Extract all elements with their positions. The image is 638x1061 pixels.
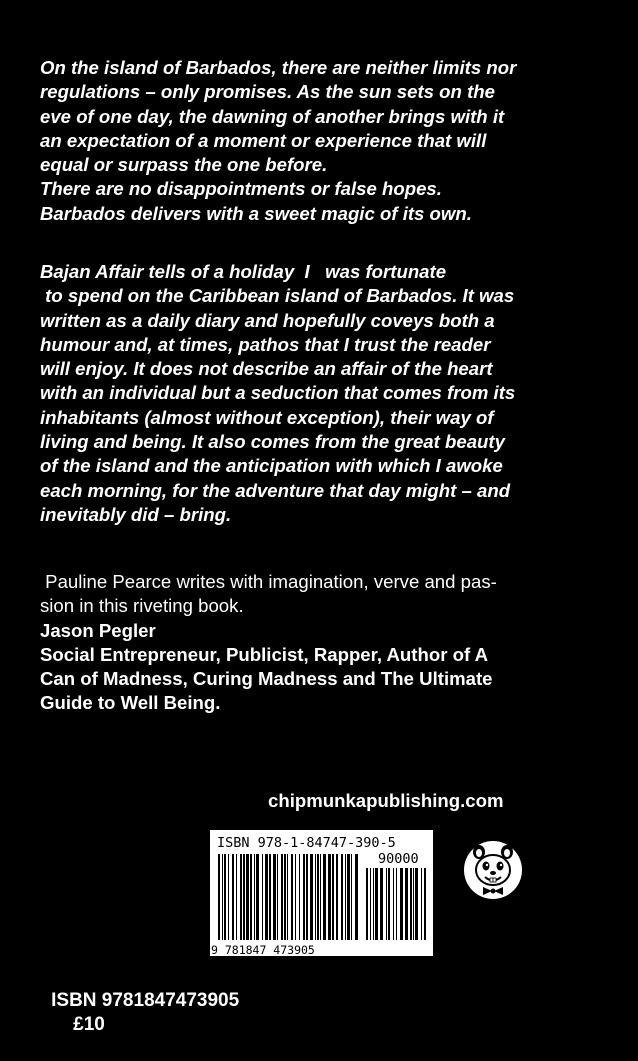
barcode-bar [287,854,288,940]
barcode-bar [273,854,276,940]
barcode-bar [236,854,237,940]
footer-isbn: ISBN 9781847473905 [51,990,240,1011]
blurb-line: an expectation of a moment or experience that will [40,129,487,151]
barcode-bar [232,854,234,940]
review-quote [40,570,600,716]
barcode-bar [355,854,358,940]
barcode-bar [295,854,296,940]
blurb-line: each morning, for the adventure that day might – and [40,479,511,501]
barcode-bar [306,854,308,940]
blurb-line: On the island of Barbados, there are neither limits nor [40,57,517,78]
barcode-bar [347,854,350,940]
barcode-addon-digits: 90000 [378,851,419,867]
blurb-line: living and being. It also comes from the great beauty [40,431,505,453]
barcode-bar [366,868,368,940]
barcode-graphic [208,828,435,958]
barcode-bar [370,868,371,940]
barcode-bar [269,854,271,940]
footer-price: £10 [73,1014,105,1035]
barcode-bar [345,854,346,940]
barcode-bar [380,868,383,940]
blurb-line: inevitably did – bring. [40,503,232,525]
barcode-bar [277,854,278,940]
barcode-bar [393,868,394,940]
review-credentials-line: Social Entrepreneur, Publicist, Rapper, Author of A [40,643,489,665]
barcode-digits: 9 781847 473905 [211,943,315,957]
barcode-bar [246,854,249,940]
barcode-addon-bars [366,868,426,940]
blurb-line: will enjoy. It does not describe an affair of the heart [40,358,493,380]
blurb-line: with an individual but a seduction that comes from its [40,382,516,404]
blurb-line: humour and, at times, pathos that I trust the reader [40,333,491,355]
publisher-website: chipmunkapublishing.com [268,790,504,811]
barcode-bar [291,854,293,940]
barcode-bar [310,854,313,940]
blurb-line: Barbados delivers with a sweet magic of its own. [40,202,472,224]
blurb-line: of the island and the anticipation with which I awoke [40,455,503,477]
blurb-line: written as a daily diary and hopefully coveys both a [40,309,495,331]
barcode-bar [410,868,412,940]
barcode-bar [256,854,259,940]
barcode-bar [250,854,252,940]
barcode-bar [388,868,390,940]
barcode-bar [262,854,263,940]
barcode-bar [265,854,268,940]
isbn-price-line [30,965,239,1061]
barcode-bar [254,854,255,940]
barcode-bar [315,854,316,940]
barcode-bar [299,854,300,940]
barcode-bar [281,854,283,940]
blurb-line: inhabitants (almost without exception), their way of [40,406,494,428]
barcode-bar [328,854,331,940]
barcode-bar [375,868,378,940]
review-line: sion in this riveting book. [40,595,244,617]
review-author: Jason Pegler [40,619,156,641]
blurb-line: equal or surpass the one before. [40,154,328,176]
barcode-bar [303,854,305,940]
barcode-bar [228,854,229,940]
review-line: Pauline Pearce writes with imagination, verve and pas- [40,571,497,592]
barcode-bar [424,868,426,940]
barcode-bar [351,854,352,940]
barcode-bar [421,868,422,940]
barcode-isbn-label: ISBN 978-1-84747-390-5 [217,835,396,851]
review-credentials-line: Can of Madness, Curing Madness and The Ultimate [40,668,493,690]
review-credentials-line: Guide to Well Being. [40,692,221,714]
isbn-barcode [208,828,435,958]
barcode-bar [336,854,338,940]
barcode-bar [405,868,408,940]
blurb-line: Bajan Affair tells of a holiday I was fortunate [40,261,447,282]
barcode-bar [341,854,343,940]
barcode-bar [396,868,397,940]
barcode-bar [320,854,321,940]
barcode-bar [400,868,403,940]
blurb-paragraph-1 [40,56,605,226]
barcode-bar [240,854,242,940]
blurb-line: eve of one day, the dawning of another brings with it [40,105,505,127]
barcode-bar [317,854,319,940]
blurb-paragraph-2 [40,260,605,527]
chipmunk-mascot-icon [463,840,523,900]
blurb-line: regulations – only promises. As the sun sets on the [40,81,495,103]
barcode-bar [332,854,334,940]
barcode-bar [323,854,326,940]
barcode-bar [243,854,245,940]
blurb-line: to spend on the Caribbean island of Barbados. It was [40,285,515,307]
barcode-bar [386,868,387,940]
blurb-line: There are no disappointments or false hopes. [40,178,442,200]
barcode-bar [284,854,286,940]
barcode-bar [373,868,374,940]
barcode-bar [415,868,418,940]
barcode-bar [218,854,220,940]
barcode-bar [222,854,223,940]
barcode-bar [224,854,226,940]
barcode-bar [413,868,414,940]
